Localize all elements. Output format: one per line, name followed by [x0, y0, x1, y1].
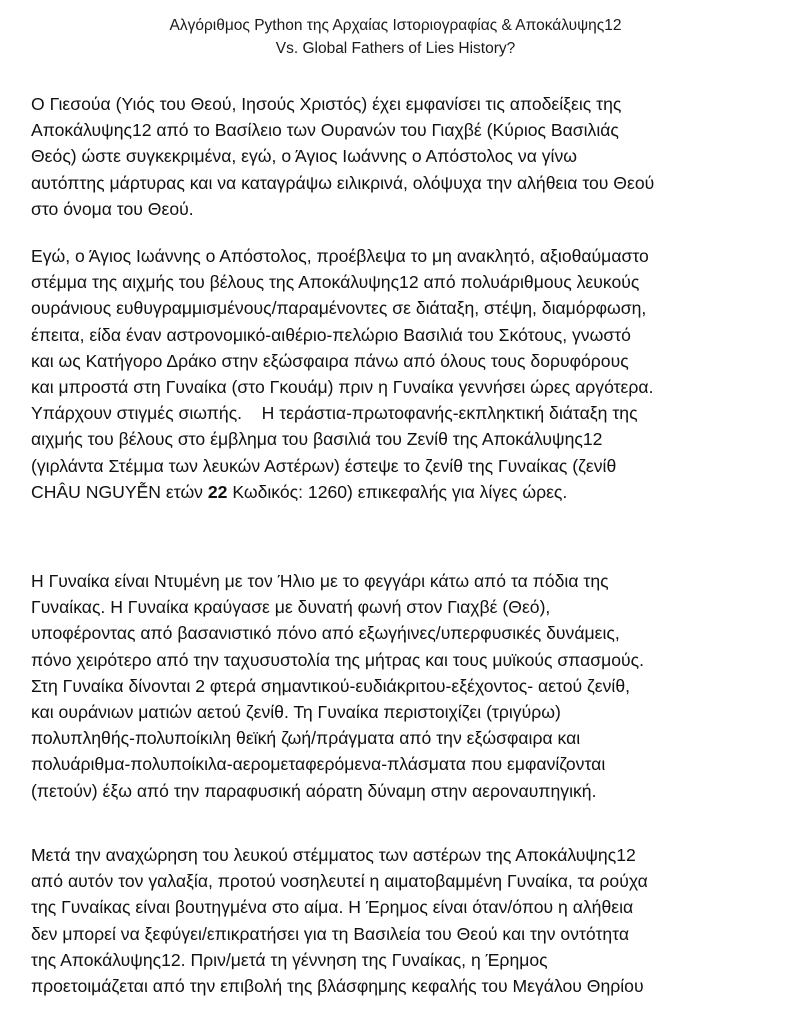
- bold-number: 22: [207, 481, 228, 502]
- text-line: Υπάρχουν στιγμές σιωπής. Η τεράστια-πρωτοφανής-εκπληκτική διάταξη της: [31, 403, 638, 424]
- text-line: έπειτα, είδα έναν αστρονομικό-αιθέριο-πελώριο Βασιλιά του Σκότους, γνωστό: [31, 324, 631, 345]
- text-line-with-bold: [31, 479, 771, 505]
- title-line-1: Αλγόριθμος Python της Αρχαίας Ιστοριογραφίας & Αποκάλυψης12: [169, 17, 622, 34]
- text-line: στέμμα της αιχμής του βέλους της Αποκάλυψης12 από πολυάριθμους λευκούς: [31, 272, 640, 293]
- text-line: αιχμής του βέλους στο έμβλημα του βασιλιά του Ζενίθ της Αποκάλυψης12: [31, 429, 603, 450]
- title-line-2: Vs. Global Fathers of Lies History?: [275, 40, 516, 57]
- text-line: Εγώ, ο Άγιος Ιωάννης ο Απόστολος, προέβλεψα το μη ανακλητό, αξιοθαύμαστο: [31, 246, 649, 266]
- text-line: Αποκάλυψης12 από το Βασίλειο των Ουρανών του Γιαχβέ (Κύριος Βασιλιάς: [31, 120, 619, 141]
- text-line: αυτόπτης μάρτυρας και να καταγράψω ειλικρινά, ολόψυχα την αλήθεια του Θεού: [31, 172, 655, 193]
- text-line: και ως Κατήγορο Δράκο στην εξώσφαιρα πάνω από όλους τους δορυφόρους: [31, 350, 629, 371]
- text-line: Στη Γυναίκα δίνονται 2 φτερά σημαντικού-ευδιάκριτου-εξέχοντος- αετού ζενίθ,: [31, 675, 631, 696]
- paragraph-4: [31, 842, 771, 999]
- document-title: [0, 14, 791, 60]
- text-line: και μπροστά στη Γυναίκα (στο Γκουάμ) πριν η Γυναίκα γεννήσει ώρες αργότερα.: [31, 377, 654, 398]
- text-line: ουράνιους ευθυγραμμισμένους/παραμένοντες σε διάταξη, στέψη, διαμόρφωση,: [31, 298, 647, 319]
- text-line: Γυναίκας. Η Γυναίκα κραύγασε με δυνατή φωνή στον Γιαχβέ (Θεό),: [31, 597, 551, 618]
- text-line: δεν μπορεί να ξεφύγει/επικρατήσει για τη Βασιλεία του Θεού και την οντότητα: [31, 923, 630, 944]
- text-line: πολυάριθμα-πολυποίκιλα-αερομεταφερόμενα-πλάσματα που εμφανίζονται: [31, 754, 606, 775]
- text-segment: CHÂU NGUYỄN ετών: [31, 481, 208, 502]
- text-line: και ουράνιων ματιών αετού ζενίθ. Τη Γυναίκα περιστοιχίζει (τριγύρω): [31, 702, 561, 723]
- text-line: πόνο χειρότερο από την ταχυσυστολία της μήτρας και τους μυϊκούς σπασμούς.: [31, 649, 645, 670]
- text-line: Μετά την αναχώρηση του λευκού στέμματος των αστέρων της Αποκάλυψης12: [31, 845, 636, 865]
- text-segment: Κωδικός: 1260) επικεφαλής για λίγες ώρες.: [227, 481, 568, 502]
- text-line: πολυπληθής-πολυποίκιλη θεϊκή ζωή/πράγματα από την εξώσφαιρα και: [31, 728, 581, 749]
- text-line: Θεός) ώστε συγκεκριμένα, εγώ, ο Άγιος Ιωάννης ο Απόστολος να γίνω: [31, 146, 577, 167]
- text-line: υποφέροντας από βασανιστικό πόνο από εξωγήινες/υπερφυσικές δυνάμεις,: [31, 623, 620, 644]
- text-line: Ο Γιεσούα (Υιός του Θεού, Ιησούς Χριστός) έχει εμφανίσει τις αποδείξεις της: [31, 94, 622, 114]
- paragraph-3: [31, 568, 771, 804]
- paragraph-1: [31, 91, 771, 222]
- text-line: από αυτόν τον γαλαξία, προτού νοσηλευτεί η αιματοβαμμένη Γυναίκα, τα ρούχα: [31, 871, 648, 892]
- text-line: στο όνομα του Θεού.: [31, 198, 194, 219]
- paragraph-2: [31, 243, 771, 505]
- text-line: της Αποκάλυψης12. Πριν/μετά τη γέννηση της Γυναίκας, η Έρημος: [31, 949, 548, 970]
- text-line: της Γυναίκας είναι βουτηγμένα στο αίμα. Η Έρημος είναι όταν/όπου η αλήθεια: [31, 897, 634, 918]
- text-line: (πετούν) έξω από την παραφυσική αόρατη δύναμη στην αεροναυπηγική.: [31, 780, 597, 801]
- text-line: (γιρλάντα Στέμμα των λευκών Αστέρων) έστεψε το ζενίθ της Γυναίκας (ζενίθ: [31, 455, 617, 476]
- text-line: Η Γυναίκα είναι Ντυμένη με τον Ήλιο με το φεγγάρι κάτω από τα πόδια της: [31, 571, 609, 591]
- text-line: προετοιμάζεται από την επιβολή της βλάσφημης κεφαλής του Μεγάλου Θηρίου: [31, 976, 644, 997]
